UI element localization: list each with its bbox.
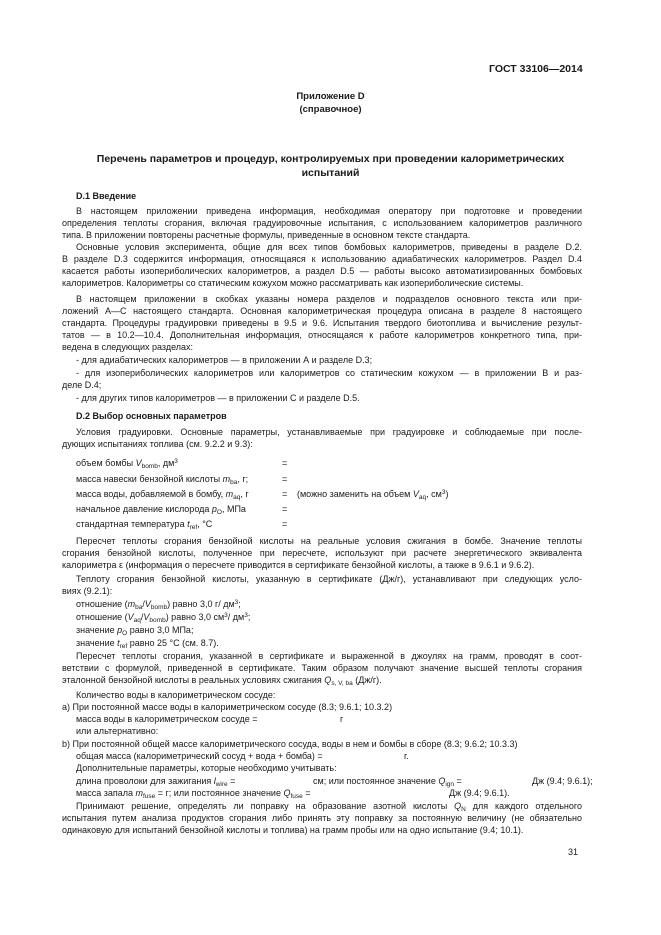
parameter-water-note: (можно заменить на объем $V_{aq}$, $см^3$) xyxy=(297,489,449,501)
total-mass-label: общая масса (калориметрический сосуд + вода + бомба) = xyxy=(76,751,323,761)
paragraph-line: В настоящем приложении в скобках указаны номера разделов и подразделов основного текста или при- xyxy=(76,294,582,304)
list-item: деле D.4; xyxy=(62,380,102,390)
equals-sign: = xyxy=(282,519,288,529)
option-b-line: b) При постоянной общей массе калориметрического сосуда, воды в нем и бомбы в сборе (8.3; 9.6.2; 10.3.3) xyxy=(62,739,518,749)
paragraph-line: виях (9.2.1): xyxy=(62,586,113,596)
value-temperature: значение $t_{ref}$ равно 25 °С (см. 8.7). xyxy=(76,638,219,650)
paragraph-line: Принимают решение, определять ли поправку на образование азотной кислоты $Q_N$ для каждого отдельного xyxy=(76,801,583,813)
alternative-label: или альтернативно: xyxy=(76,726,159,736)
paragraph-line: ветствии с формулой, приведенной в сертификате. Таким образом получают значение высшей теплоты сгорания xyxy=(62,663,582,673)
paragraph-line: эталонной бензойной кислоты в реальных условиях сжигания $Q_{s, V, ba}$ (Дж/г). xyxy=(62,675,382,687)
paragraph-line: Теплоту сгорания бензойной кислоты, указанную в сертификате (Дж/г), устанавливают при следующих усло- xyxy=(76,574,582,584)
parameter-benzoic-mass: масса навески бензойной кислоты $m_{ba}$, г; xyxy=(76,474,249,486)
section-heading-d1: D.1 Введение xyxy=(76,191,137,201)
parameter-reference-temperature: стандартная температура $t_{ref}$, °С xyxy=(76,519,213,531)
wire-length-line: длина проволоки для зажигания $l_{wire}$ = xyxy=(76,776,236,788)
standard-number: ГОСТ 33106—2014 xyxy=(489,63,583,75)
fuse-mass-line: масса запала $m_{fuse} = г$; или постоянное значение $Q_{fuse}$ = xyxy=(76,788,311,800)
page-number: 31 xyxy=(568,847,579,857)
ratio-water-bomb: отношение $(V_{aq}/V_{bomb})$ равно 3,0 $см^3/$ $дм^3$; xyxy=(76,612,251,624)
paragraph-line: татов — в 10.2—10.4. Дополнительная информация, относящаяся к работе калориметров конкретного типа, при- xyxy=(62,330,582,340)
paragraph-line: В разделе D.3 содержится информация, относящаяся к использованию адиабатических калориметров. Раздел D.4 xyxy=(62,254,582,264)
wire-length-end: Дж (9.4; 9.6.1); xyxy=(532,776,593,786)
paragraph-line: калориметра ε (информация о пересчете приводится в сертификате бензойной кислоты, а также в 9.6.1 и 9.6.2). xyxy=(62,560,535,570)
paragraph-line: калориметров. Калориметры со статическим кожухом можно рассматривать как изопериболические системы. xyxy=(62,278,524,288)
paragraph-line: касается работы изопериболических калориметров, а раздел D.5 — работы высоко автоматизированных бомбовых xyxy=(62,266,582,276)
section-heading-d2: D.2 Выбор основных параметров xyxy=(76,411,227,421)
parameter-bomb-volume: объем бомбы $V_{bomb}$, $дм^3$ xyxy=(76,458,178,470)
paragraph-line: одинаковую для испытаний бензойной кислоты и топлива) на грамм пробы или на одно испытание (9.4; 10.1). xyxy=(62,825,524,835)
paragraph-line: В настоящем приложении приведена информация, необходимая оператору при подготовке и проведении xyxy=(76,206,582,216)
paragraph-line: Пересчет теплоты сгорания, указанной в сертификате и выраженной в джоулях на грамм, проводят в соот- xyxy=(76,651,582,661)
paragraph-line: ведена в следующих разделах: xyxy=(62,342,194,352)
paragraph-line: стандарта. Процедуры градуировки приведены в 9.5 и 9.6. Испытания твердого биотоплива и вычисление результ- xyxy=(62,318,582,328)
equals-sign: = xyxy=(282,458,288,468)
equals-sign: = xyxy=(282,474,288,484)
appendix-title: Приложение D xyxy=(296,91,365,102)
appendix-subtitle: (справочное) xyxy=(299,104,362,115)
fuse-mass-end: Дж (9.4; 9.6.1). xyxy=(449,788,510,798)
water-mass-label: масса воды в калориметрическом сосуде = xyxy=(76,714,258,724)
list-item: - для адиабатических калориметров — в приложении А и разделе D.3; xyxy=(76,355,373,365)
water-quantity-label: Количество воды в калориметрическом сосуде: xyxy=(76,690,276,700)
equals-sign: = xyxy=(282,489,288,499)
list-item: - для изопериболических калориметров или калориметров со статическим кожухом — в приложении В и раз- xyxy=(76,368,582,378)
paragraph-line: Пересчет теплоты сгорания бензойной кислоты на реальные условия сжигания в бомбе. Значение теплоты xyxy=(76,536,582,546)
paragraph-line: испытания путем анализа продуктов сгорания либо принять эту поправку за постоянную величину (не обязательно xyxy=(62,813,582,823)
total-mass-unit: г. xyxy=(404,751,409,761)
wire-length-rest: см; или постоянное значение $Q_{ign}$ = xyxy=(313,776,462,788)
parameter-water-mass: масса воды, добавляемой в бомбу, $m_{aq}$, г xyxy=(76,489,249,501)
option-a-line: а) При постоянной массе воды в калориметрическом сосуде (8.3; 9.6.1; 10.3.2) xyxy=(62,702,393,712)
paragraph-line: сгорания бензойной кислоты, полученное при пересчете, используют при расчете энергетического эквивалента xyxy=(62,548,582,558)
equals-sign: = xyxy=(282,504,288,514)
list-item: - для других типов калориметров — в приложении С и разделе D.5. xyxy=(76,393,360,403)
paragraph-line: Условия градуировки. Основные параметры, устанавливаемые при градуировке и соблюдаемые при после- xyxy=(76,427,582,437)
document-title-line-2: испытаний xyxy=(301,167,360,179)
paragraph-line: типа. В приложении повторены расчетные формулы, приведенные в основном тексте стандарта. xyxy=(62,230,471,240)
water-mass-unit: г xyxy=(340,714,344,724)
paragraph-line: дующих испытаниях топлива (см. 9.2.2 и 9.3): xyxy=(62,439,253,449)
paragraph-line: ложений А—С настоящего стандарта. Основная калориметрическая процедура описана в разделе 8 настоящего xyxy=(62,306,582,316)
extra-params-label: Дополнительные параметры, которые необходимо учитывать: xyxy=(76,763,337,773)
ratio-benzoic-bomb: отношение $(m_{ba}/V_{bomb})$ равно 3,0 г/ $дм^3$; xyxy=(76,599,241,611)
document-title-line-1: Перечень параметров и процедур, контролируемых при проведении калориметрических xyxy=(96,153,565,165)
parameter-oxygen-pressure: начальное давление кислорода $p_O$, МПа xyxy=(76,504,246,516)
value-pressure: значение $p_O$ равно 3,0 МПа; xyxy=(76,625,194,637)
paragraph-line: Основные условия эксперимента, общие для всех типов бомбовых калориметров, приведены в разделе D.2. xyxy=(76,242,582,252)
paragraph-line: определения теплоты сгорания, включая градуировочные испытания, с использованием калориметров различного xyxy=(62,218,582,228)
